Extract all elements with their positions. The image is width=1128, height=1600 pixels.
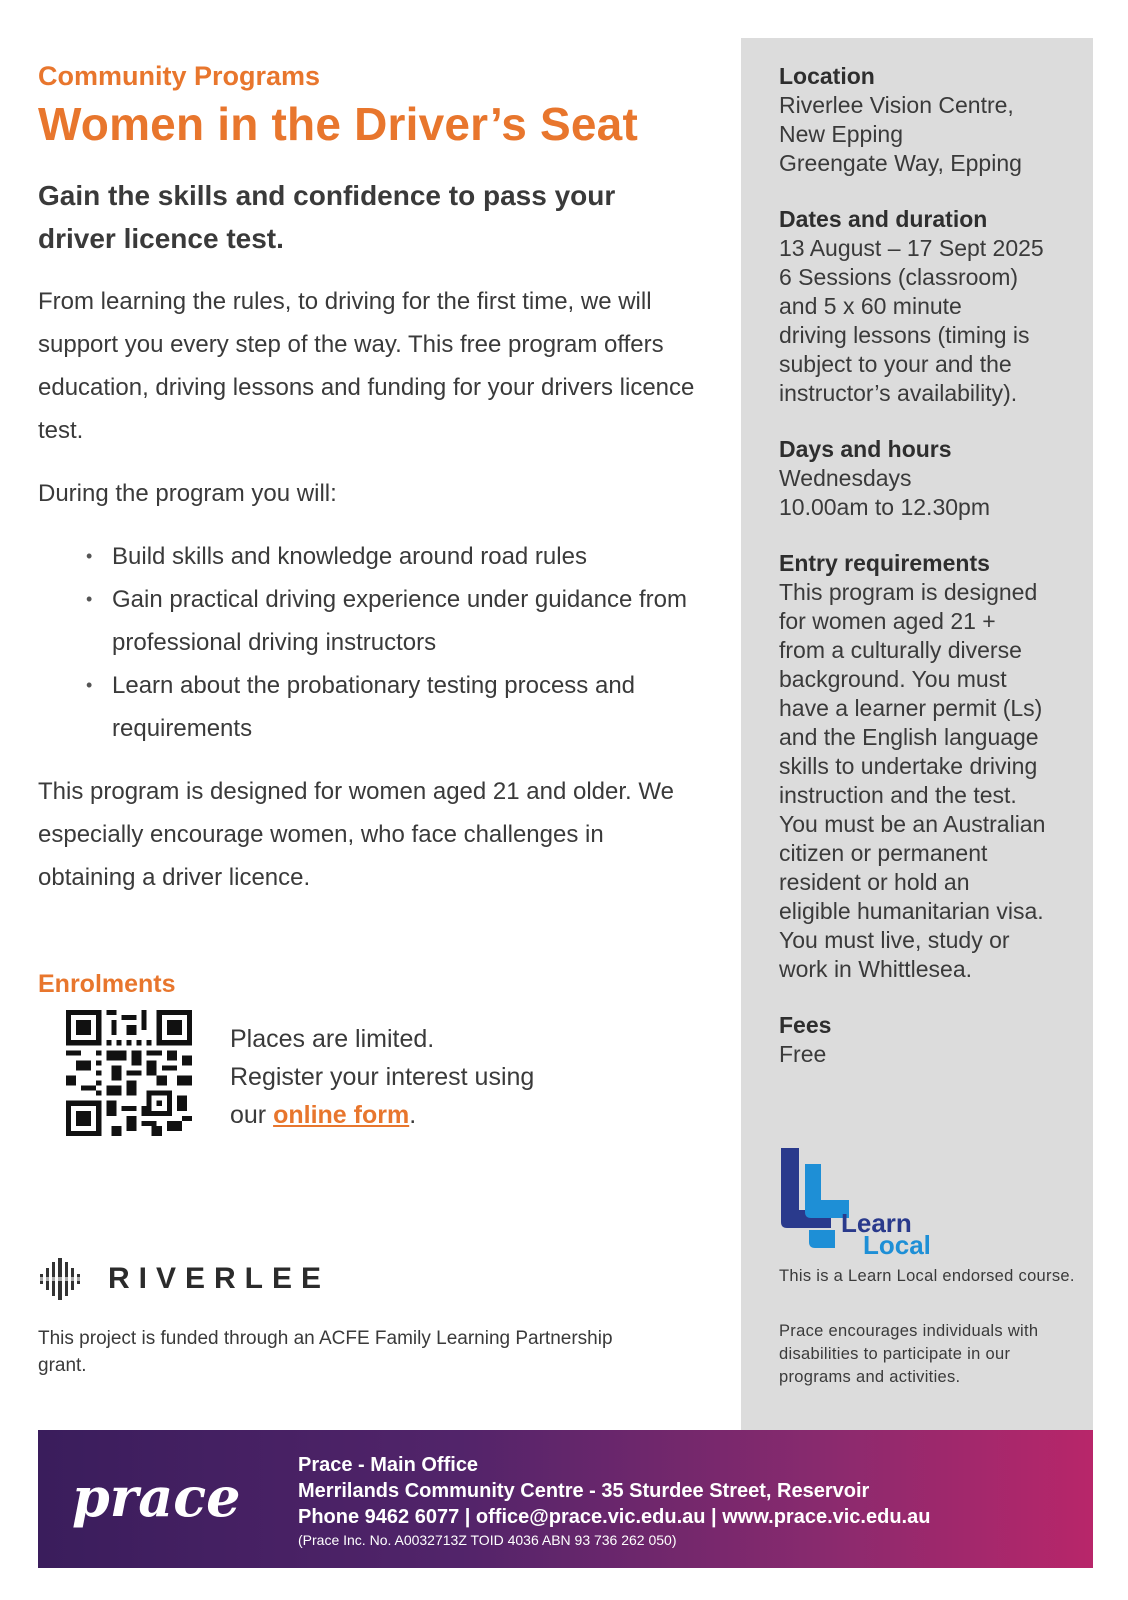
entry-line: You must live, study or xyxy=(779,927,1010,953)
during-heading: During the program you will: xyxy=(38,480,337,507)
entry-line: work in Whittlesea. xyxy=(779,956,973,982)
registration-details: (Prace Inc. No. A0032713Z TOID 4036 ABN 93 736 262 050) xyxy=(298,1532,677,1548)
learn-local-logo xyxy=(779,1148,939,1256)
entry-line: This program is designed xyxy=(779,579,1038,605)
dates-line: instructor’s availability). xyxy=(779,380,1018,406)
entry-line: have a learner permit (Ls) xyxy=(779,695,1043,721)
location-line: New Epping xyxy=(779,121,904,147)
prace-logo xyxy=(68,1460,258,1545)
main-content xyxy=(38,58,698,899)
entry-line: citizen or permanent xyxy=(779,840,988,866)
audience-paragraph: This program is designed for women aged 21 and older. We especially encourage women, who face challenges in obtaining a driver licence. xyxy=(38,778,674,891)
office-name: Prace - Main Office xyxy=(298,1454,479,1476)
entry-line: instruction and the test. xyxy=(779,782,1017,808)
fees-heading: Fees xyxy=(779,1012,832,1038)
prace-logo-text: prace xyxy=(72,1465,241,1529)
fees-value: Free xyxy=(779,1041,827,1067)
list-item: • Gain practical driving experience under guidance from professional driving instructors xyxy=(112,578,698,664)
location-section xyxy=(779,62,1079,178)
entry-heading: Entry requirements xyxy=(779,550,990,576)
places-limited: Places are limited. xyxy=(230,1025,435,1053)
dates-section xyxy=(779,205,1079,408)
location-line: Greengate Way, Epping xyxy=(779,150,1022,176)
dates-line: driving lessons (timing is xyxy=(779,322,1030,348)
entry-line: resident or hold an xyxy=(779,869,970,895)
office-address: Merrilands Community Centre - 35 Sturdee Street, Reservoir xyxy=(298,1480,870,1502)
online-form-line xyxy=(230,1096,534,1134)
days-line: Wednesdays xyxy=(779,465,912,491)
online-form-suffix: . xyxy=(409,1101,417,1129)
entry-line: You must be an Australian xyxy=(779,811,1046,837)
intro-paragraph: From learning the rules, to driving for the first time, we will support you every step of the way. This free program offers education, driving lessons and funding for your drivers licence test. xyxy=(38,288,695,444)
office-contact[interactable]: Phone 9462 6077 | office@prace.vic.edu.au | www.prace.vic.edu.au xyxy=(298,1506,931,1528)
online-form-link[interactable]: online form xyxy=(273,1101,410,1129)
entry-line: from a culturally diverse xyxy=(779,637,1022,663)
footer-contact xyxy=(298,1452,930,1550)
page-title: Women in the Driver’s Seat xyxy=(38,98,638,150)
dates-line: 6 Sessions (classroom) xyxy=(779,264,1019,290)
online-form-prefix: our xyxy=(230,1101,274,1129)
lead-statement: Gain the skills and confidence to pass your driver licence test. xyxy=(38,180,616,254)
dates-line: 13 August – 17 Sept 2025 xyxy=(779,235,1044,261)
register-interest: Register your interest using xyxy=(230,1063,535,1091)
benefits-list xyxy=(38,535,698,750)
learn-local-word1: Learn xyxy=(841,1208,912,1238)
list-item: • Build skills and knowledge around road rules xyxy=(112,535,698,578)
learn-local-endorsement: This is a Learn Local endorsed course. xyxy=(779,1267,1075,1285)
riverlee-wordmark: RIVERLEE xyxy=(108,1262,331,1295)
learn-local-word2: Local xyxy=(863,1230,931,1256)
dates-line: and 5 x 60 minute xyxy=(779,293,962,319)
location-line: Riverlee Vision Centre, xyxy=(779,92,1014,118)
riverlee-logo-icon xyxy=(40,1258,80,1300)
entry-section xyxy=(779,549,1079,984)
fees-section xyxy=(779,1011,1079,1069)
dates-line: subject to your and the xyxy=(779,351,1012,377)
entry-line: for women aged 21 + xyxy=(779,608,996,634)
enrolment-instructions xyxy=(230,1020,534,1134)
qr-code-icon[interactable] xyxy=(66,1010,192,1136)
entry-line: eligible humanitarian visa. xyxy=(779,898,1044,924)
program-category: Community Programs xyxy=(38,61,321,91)
accessibility-statement: Prace encourages individuals with disabilities to participate in our programs and activities. xyxy=(779,1322,1039,1386)
entry-line: skills to undertake driving xyxy=(779,753,1038,779)
days-section xyxy=(779,435,1079,522)
entry-line: and the English language xyxy=(779,724,1039,750)
enrolments-heading: Enrolments xyxy=(38,970,176,998)
funding-statement: This project is funded through an ACFE Family Learning Partnership grant. xyxy=(38,1328,613,1376)
days-heading: Days and hours xyxy=(779,436,952,462)
days-line: 10.00am to 12.30pm xyxy=(779,494,990,520)
entry-line: background. You must xyxy=(779,666,1007,692)
location-heading: Location xyxy=(779,63,875,89)
footer-banner xyxy=(38,1430,1093,1568)
list-item: • Learn about the probationary testing process and requirements xyxy=(112,664,698,750)
dates-heading: Dates and duration xyxy=(779,206,988,232)
